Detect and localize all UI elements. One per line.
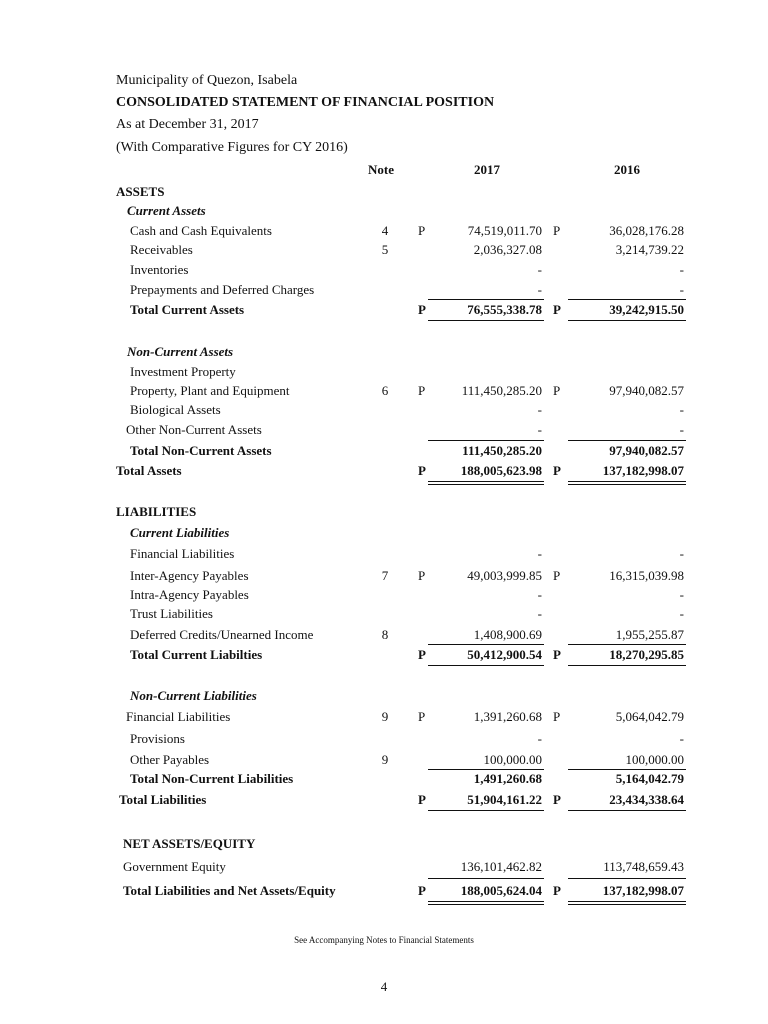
noncurrent-liabilities-heading: Non-Current Liabilities xyxy=(130,688,257,703)
row-label: Inter-Agency Payables xyxy=(130,568,249,583)
value-2016: - xyxy=(679,606,684,621)
row-label: Cash and Cash Equivalents xyxy=(130,223,272,238)
total-2017: 111,450,285.20 xyxy=(462,443,542,458)
value-2016: - xyxy=(679,282,684,297)
row-label: Intra-Agency Payables xyxy=(130,587,249,602)
subtotal-rule xyxy=(568,644,686,645)
subtotal-rule xyxy=(568,440,686,441)
total-2016: 137,182,998.07 xyxy=(602,463,684,478)
peso-sign: P xyxy=(553,568,561,583)
noncurrent-assets-heading: Non-Current Assets xyxy=(127,344,234,359)
double-rule xyxy=(428,901,544,902)
peso-sign: P xyxy=(553,463,561,478)
entity-name: Municipality of Quezon, Isabela xyxy=(116,73,298,88)
row-label: Other Non-Current Assets xyxy=(126,422,262,437)
column-header-2016: 2016 xyxy=(614,162,640,177)
row-note: 9 xyxy=(381,752,389,767)
subtotal-rule xyxy=(428,644,544,645)
row-note: 8 xyxy=(381,627,389,642)
value-2017: 100,000.00 xyxy=(483,752,542,767)
peso-sign: P xyxy=(418,463,426,478)
row-label: Biological Assets xyxy=(130,402,221,417)
page-number: 4 xyxy=(380,979,388,994)
value-2017: - xyxy=(537,606,542,621)
value-2016: - xyxy=(679,587,684,602)
total-label: Total Current Liabilties xyxy=(130,647,263,662)
row-label: Other Payables xyxy=(130,752,210,767)
total-rule xyxy=(428,320,544,321)
total-2016: 18,270,295.85 xyxy=(609,647,684,662)
peso-sign: P xyxy=(553,647,561,662)
double-rule xyxy=(568,481,686,482)
value-2017: 111,450,285.20 xyxy=(461,383,542,398)
row-note: 9 xyxy=(381,709,389,724)
total-label: Total Non-Current Liabilities xyxy=(130,771,294,786)
row-label: Financial Liabilities xyxy=(126,709,231,724)
row-label: Financial Liabilities xyxy=(130,546,235,561)
row-note: 6 xyxy=(381,383,389,398)
value-2016: - xyxy=(679,546,684,561)
statement-title: CONSOLIDATED STATEMENT OF FINANCIAL POSITION xyxy=(116,95,495,110)
total-2016: 97,940,082.57 xyxy=(609,443,684,458)
value-2016: - xyxy=(679,731,684,746)
value-2016: 1,955,255.87 xyxy=(615,627,684,642)
total-2017: 76,555,338.78 xyxy=(467,302,542,317)
value-2017: - xyxy=(537,587,542,602)
statement-date: As at December 31, 2017 xyxy=(116,117,259,132)
value-2017: 1,408,900.69 xyxy=(473,627,542,642)
value-2017: - xyxy=(537,262,542,277)
total-label: Total Non-Current Assets xyxy=(130,443,272,458)
peso-sign: P xyxy=(418,709,426,724)
double-rule xyxy=(428,484,544,485)
value-2016: - xyxy=(679,422,684,437)
column-header-2017: 2017 xyxy=(474,162,500,177)
current-liabilities-heading: Current Liabilities xyxy=(130,525,230,540)
equity-heading: NET ASSETS/EQUITY xyxy=(123,836,256,851)
total-2017: 50,412,900.54 xyxy=(467,647,542,662)
assets-heading: ASSETS xyxy=(116,184,165,199)
total-rule xyxy=(428,665,544,666)
value-2017: 1,391,260.68 xyxy=(473,709,542,724)
total-label: Total Liabilities xyxy=(119,792,207,807)
value-2017: - xyxy=(537,546,542,561)
subtotal-rule xyxy=(428,440,544,441)
current-assets-heading: Current Assets xyxy=(127,203,206,218)
row-label: Inventories xyxy=(130,262,189,277)
double-rule xyxy=(428,481,544,482)
row-label: Prepayments and Deferred Charges xyxy=(130,282,315,297)
value-2016: 16,315,039.98 xyxy=(609,568,684,583)
total-label: Total Liabilities and Net Assets/Equity xyxy=(123,883,336,898)
peso-sign: P xyxy=(553,223,561,238)
peso-sign: P xyxy=(418,568,426,583)
total-rule xyxy=(428,810,544,811)
total-2016: 5,164,042.79 xyxy=(615,771,684,786)
double-rule xyxy=(568,484,686,485)
value-2016: - xyxy=(679,262,684,277)
value-2017: 74,519,011.70 xyxy=(467,223,542,238)
value-2017: 136,101,462.82 xyxy=(460,859,542,874)
total-2017: 188,005,624.04 xyxy=(460,883,542,898)
peso-sign: P xyxy=(553,302,561,317)
peso-sign: P xyxy=(553,383,561,398)
total-rule xyxy=(568,320,686,321)
column-header-note: Note xyxy=(368,162,394,177)
subtotal-rule xyxy=(428,299,544,300)
row-label: Property, Plant and Equipment xyxy=(130,383,290,398)
subtotal-rule xyxy=(428,769,544,770)
total-2016: 137,182,998.07 xyxy=(602,883,684,898)
comparative-note: (With Comparative Figures for CY 2016) xyxy=(116,140,348,155)
value-2017: 49,003,999.85 xyxy=(467,568,542,583)
value-2017: 2,036,327.08 xyxy=(473,242,542,257)
value-2017: - xyxy=(537,422,542,437)
row-label: Government Equity xyxy=(123,859,226,874)
liabilities-heading: LIABILITIES xyxy=(116,504,197,519)
double-rule xyxy=(568,901,686,902)
value-2017: - xyxy=(537,402,542,417)
total-2016: 39,242,915.50 xyxy=(609,302,684,317)
row-note: 7 xyxy=(381,568,389,583)
value-2016: 100,000.00 xyxy=(625,752,684,767)
peso-sign: P xyxy=(553,883,561,898)
peso-sign: P xyxy=(418,792,426,807)
total-2016: 23,434,338.64 xyxy=(609,792,684,807)
subtotal-rule xyxy=(568,878,686,879)
peso-sign: P xyxy=(418,883,426,898)
peso-sign: P xyxy=(418,647,426,662)
row-note: 4 xyxy=(381,223,389,238)
total-2017: 1,491,260.68 xyxy=(473,771,542,786)
value-2016: - xyxy=(679,402,684,417)
value-2017: - xyxy=(537,282,542,297)
row-label: Trust Liabilities xyxy=(130,606,213,621)
value-2016: 113,748,659.43 xyxy=(603,859,684,874)
row-label: Investment Property xyxy=(130,364,236,379)
peso-sign: P xyxy=(418,302,426,317)
row-label: Deferred Credits/Unearned Income xyxy=(130,627,314,642)
double-rule xyxy=(568,904,686,905)
double-rule xyxy=(428,904,544,905)
subtotal-rule xyxy=(568,299,686,300)
total-2017: 51,904,161.22 xyxy=(467,792,542,807)
row-label: Provisions xyxy=(130,731,185,746)
row-note: 5 xyxy=(381,242,389,257)
total-label: Total Current Assets xyxy=(130,302,245,317)
peso-sign: P xyxy=(553,709,561,724)
subtotal-rule xyxy=(568,769,686,770)
value-2017: - xyxy=(537,731,542,746)
value-2016: 5,064,042.79 xyxy=(615,709,684,724)
value-2016: 36,028,176.28 xyxy=(609,223,684,238)
total-label: Total Assets xyxy=(116,463,182,478)
peso-sign: P xyxy=(553,792,561,807)
peso-sign: P xyxy=(418,383,426,398)
value-2016: 97,940,082.57 xyxy=(609,383,684,398)
total-rule xyxy=(568,810,686,811)
row-label: Receivables xyxy=(130,242,193,257)
accompanying-notes: See Accompanying Notes to Financial Statements xyxy=(294,935,474,945)
value-2016: 3,214,739.22 xyxy=(615,242,684,257)
subtotal-rule xyxy=(428,878,544,879)
peso-sign: P xyxy=(418,223,426,238)
total-2017: 188,005,623.98 xyxy=(460,463,542,478)
total-rule xyxy=(568,665,686,666)
